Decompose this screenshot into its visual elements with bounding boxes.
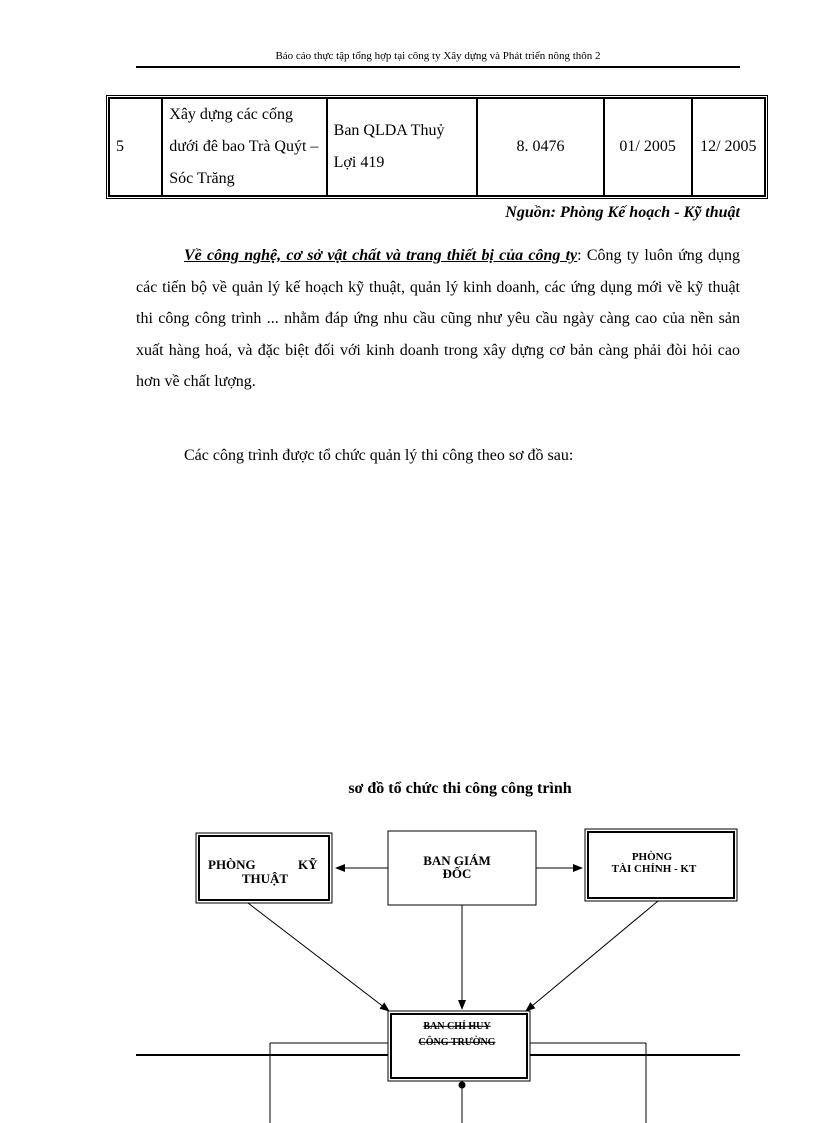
node-board-of-directors <box>388 831 536 905</box>
cell-owner: Ban QLDA Thuỷ Lợi 419 <box>327 98 478 196</box>
paragraph-lead: Về công nghệ, cơ sở vật chất và trang thiết bị của công ty <box>184 247 578 264</box>
arrow-finance-to-site <box>526 901 658 1011</box>
node-finance-line1: PHÒNG <box>631 851 673 863</box>
node-technical-line1b: KỸ <box>298 857 318 872</box>
node-technical-line1: PHÒNG <box>208 857 256 872</box>
node-finance-department <box>585 829 737 901</box>
table-row <box>109 98 765 196</box>
node-site-line2: CÔNG TRƯỜNG <box>418 1037 496 1048</box>
node-director-line2: ĐỐC <box>442 866 472 881</box>
cell-start-date: 01/ 2005 <box>604 98 692 196</box>
running-header: Báo cáo thực tập tổng hợp tại công ty Xây dựng và Phát triển nông thôn 2 <box>275 50 601 62</box>
chart-title: sơ đồ tổ chức thi công công trình <box>348 780 572 797</box>
cell-project-name: Xây dựng các cống dưới đê bao Trà Quýt – Sóc Trăng <box>162 98 326 196</box>
org-chart <box>0 820 816 1123</box>
paragraph-chart-intro: Các công trình được tổ chức quản lý thi công theo sơ đồ sau: <box>184 447 574 464</box>
node-finance-line2: TÀI CHÍNH - KT <box>611 863 697 875</box>
cell-number: 5 <box>109 98 162 196</box>
source-note: Nguồn: Phòng Kế hoạch - Kỹ thuật <box>505 204 740 221</box>
cell-end-date: 12/ 2005 <box>692 98 765 196</box>
paragraph-technology <box>136 240 740 398</box>
header-rule <box>136 66 740 68</box>
node-site-command <box>388 1011 530 1081</box>
arrow-technical-to-site <box>248 903 389 1011</box>
paragraph-body: : Công ty luôn ứng dụng các tiến bộ về quản lý kế hoạch kỹ thuật, quản lý kinh doanh, các ứng dụng mới về kỹ thuật thi công công trình ... nhằm đáp ứng nhu cầu cũng như yêu cầu ngày càng cao của nền sản xuất hàng hoá, và đặc biệt đối với kinh doanh trong xây dựng cơ bản càng phải đòi hỏi cao hơn về chất lượng. <box>136 247 740 390</box>
projects-table <box>106 95 768 199</box>
node-director-line1: BAN GIÁM <box>423 853 491 868</box>
node-technical-department <box>196 833 332 903</box>
node-site-line1: BAN CHỈ HUY <box>423 1021 491 1032</box>
node-technical-line2: THUẬT <box>241 871 289 886</box>
cell-value: 8. 0476 <box>477 98 603 196</box>
